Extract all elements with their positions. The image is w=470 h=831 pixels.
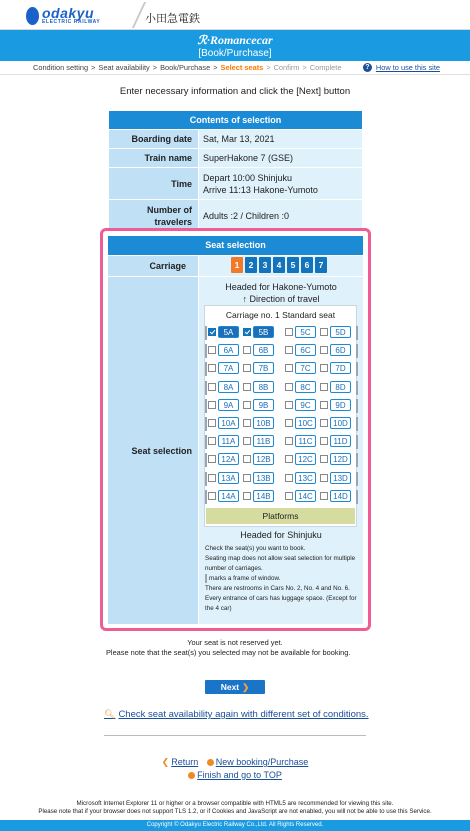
seat-label[interactable]: 6A — [218, 344, 239, 356]
help-link[interactable] — [363, 63, 440, 72]
new-booking-link[interactable]: New booking/Purchase — [215, 757, 309, 767]
seat-row — [205, 472, 358, 488]
seat-row — [205, 381, 358, 397]
seat-label[interactable]: 7A — [218, 362, 239, 374]
breadcrumb-step: Book/Purchase — [160, 63, 211, 72]
seat-checkbox[interactable] — [285, 474, 293, 482]
seat-label[interactable]: 9D — [330, 399, 351, 411]
note-line: There are restrooms in Cars No. 2, No. 4 and No. 6. — [205, 585, 350, 593]
headed-for-bottom: Headed for Shinjuku — [240, 530, 322, 540]
chevron-right-icon: ❯ — [242, 682, 250, 692]
window-mark-icon — [356, 326, 358, 340]
window-mark-icon — [205, 453, 207, 467]
seat-checkbox[interactable] — [320, 364, 328, 372]
seat-label[interactable]: 10D — [330, 417, 351, 429]
seat-row — [205, 362, 358, 378]
seat-checkbox[interactable] — [243, 419, 251, 427]
seat-checkbox[interactable] — [208, 492, 216, 500]
window-mark-icon — [356, 362, 358, 376]
seat-checkbox[interactable] — [285, 455, 293, 463]
next-button[interactable] — [205, 680, 265, 694]
logo-subtext: ELECTRIC RAILWAY — [42, 19, 101, 25]
window-mark-icon — [356, 399, 358, 413]
seat-label[interactable]: 5C — [295, 326, 316, 338]
seat-label[interactable]: 14C — [295, 490, 316, 502]
seat-row — [205, 453, 358, 469]
seat-checkbox[interactable] — [243, 455, 251, 463]
direction-info — [199, 281, 363, 305]
carriage-selector — [199, 256, 363, 276]
check-availability-link[interactable] — [104, 709, 369, 720]
divider — [104, 735, 366, 736]
browser-requirements — [0, 800, 470, 816]
seat-label[interactable]: 7C — [295, 362, 316, 374]
window-mark-icon — [205, 399, 207, 413]
window-mark-icon — [205, 472, 207, 486]
seat-checkbox[interactable] — [208, 364, 216, 372]
seat-selection-panel — [199, 277, 363, 624]
seat-row — [205, 490, 358, 506]
breadcrumb-separator: > — [213, 63, 218, 72]
requirements-line-2: Please note that if your browser does not support TLS 1.2, or if Cookies and JavaScript are not enabled, you will not be able to use this Service. — [38, 808, 432, 815]
note-line: Every entrance of cars has luggage space. (Except for the 4 car) — [205, 595, 357, 613]
seat-label[interactable]: 13C — [295, 472, 316, 484]
boarding-date-label: Boarding date — [109, 130, 199, 149]
next-button-label: Next — [220, 682, 240, 692]
banner-subtitle: [Book/Purchase] — [198, 48, 272, 59]
breadcrumb-step: Condition setting — [33, 63, 89, 72]
breadcrumb-step: Confirm — [273, 63, 300, 72]
seat-checkbox[interactable] — [285, 437, 293, 445]
seat-label[interactable]: 8D — [330, 381, 351, 393]
footer-copyright: Copyright © Odakyu Electric Railway Co.,Ltd. All Rights Reserved. — [0, 820, 470, 831]
seat-row — [205, 344, 358, 360]
arrive-time: Arrive 11:13 Hakone-Yumoto — [203, 184, 318, 195]
seat-checkbox[interactable] — [243, 401, 251, 409]
carriage-button-3[interactable]: 3 — [259, 257, 271, 273]
seat-selection-label: Seat selection — [108, 277, 198, 624]
note-line: marks a frame of window. — [205, 574, 360, 584]
breadcrumb-separator: > — [302, 63, 307, 72]
time-label: Time — [109, 168, 199, 200]
seat-label[interactable]: 6C — [295, 344, 316, 356]
check-availability-label: Check seat availability again with different set of conditions. — [118, 709, 369, 720]
seat-checkbox[interactable] — [285, 383, 293, 391]
carriage-row — [108, 256, 363, 276]
search-icon: 🔍︎ — [104, 709, 116, 719]
seat-label[interactable]: 12A — [218, 453, 239, 465]
window-mark-icon — [205, 435, 207, 449]
travelers-value: Adults :2 / Children :0 — [199, 200, 363, 232]
window-mark-icon — [205, 574, 207, 583]
contents-title: Contents of selection — [109, 111, 363, 130]
carriage-label: Carriage — [108, 256, 198, 276]
seat-label[interactable]: 12C — [295, 453, 316, 465]
seat-label[interactable]: 5A — [218, 326, 239, 338]
boarding-date-value: Sat, Mar 13, 2021 — [199, 130, 363, 149]
seat-checkbox[interactable] — [285, 492, 293, 500]
window-mark-icon — [205, 417, 207, 431]
help-link-label: How to use this site — [375, 63, 440, 72]
seat-label[interactable]: 7D — [330, 362, 351, 374]
depart-time: Depart 10:00 Shinjuku — [203, 172, 293, 183]
breadcrumb-separator: > — [152, 63, 158, 72]
seat-checkbox[interactable] — [320, 328, 328, 336]
seat-row — [205, 326, 358, 342]
seat-checkbox[interactable] — [285, 419, 293, 427]
seat-label[interactable]: 10B — [253, 417, 274, 429]
circle-bullet-icon — [207, 759, 214, 766]
seat-label[interactable]: 8C — [295, 381, 316, 393]
seat-row — [205, 399, 358, 415]
reservation-warning — [0, 638, 470, 658]
seat-label[interactable]: 7B — [253, 362, 274, 374]
direction-of-travel: ↑ Direction of travel — [242, 294, 320, 304]
seat-label[interactable]: 8A — [218, 381, 239, 393]
seat-checkbox[interactable] — [320, 383, 328, 391]
travelers-label: Number of travelers — [109, 200, 199, 232]
seat-label[interactable]: 13D — [330, 472, 351, 484]
seat-checkbox[interactable] — [285, 401, 293, 409]
seat-checkbox[interactable] — [243, 383, 251, 391]
seat-label[interactable]: 11B — [253, 435, 274, 447]
seat-checkbox[interactable] — [320, 437, 328, 445]
window-mark-icon — [356, 417, 358, 431]
seat-label[interactable]: 9B — [253, 399, 274, 411]
headed-for-top: Headed for Hakone-Yumoto — [225, 282, 337, 292]
breadcrumb-separator: > — [266, 63, 271, 72]
train-name-value: SuperHakone 7 (GSE) — [199, 149, 363, 168]
carriage-button-2[interactable]: 2 — [245, 257, 257, 273]
seat-checkbox[interactable] — [208, 419, 216, 427]
warning-line-1: Your seat is not reserved yet. — [187, 638, 283, 647]
breadcrumb-separator: > — [91, 63, 96, 72]
seat-label[interactable]: 8B — [253, 381, 274, 393]
requirements-line-1: Microsoft Internet Explorer 11 or higher or a browser compatible with HTML5 are recommended for viewing this site. — [76, 800, 394, 807]
breadcrumb-current-step: Select seats — [220, 63, 264, 72]
seat-checkbox[interactable] — [243, 364, 251, 372]
seat-label[interactable]: 5B — [253, 326, 274, 338]
carriage-button-6[interactable]: 6 — [301, 257, 313, 273]
breadcrumb-step: Seat availability — [98, 63, 150, 72]
train-name-label: Train name — [109, 149, 199, 168]
question-icon: ? — [363, 63, 372, 72]
window-mark-icon — [356, 453, 358, 467]
window-mark-icon — [356, 435, 358, 449]
carriage-button-4[interactable]: 4 — [273, 257, 285, 273]
seat-checkbox[interactable] — [285, 328, 293, 336]
seat-label[interactable]: 13A — [218, 472, 239, 484]
seat-checkbox[interactable] — [320, 401, 328, 409]
seat-checkbox[interactable] — [243, 328, 251, 336]
seat-label[interactable]: 14D — [330, 490, 351, 502]
seat-checkbox[interactable] — [285, 364, 293, 372]
seat-label[interactable]: 6B — [253, 344, 274, 356]
links-row-1 — [0, 756, 470, 769]
seat-label[interactable]: 13B — [253, 472, 274, 484]
romancecar-mark-icon: ℛ· — [197, 33, 210, 47]
note-line: Check the seat(s) you want to book. — [205, 545, 306, 552]
seat-row — [205, 435, 358, 451]
seat-checkbox[interactable] — [320, 455, 328, 463]
seat-checkbox[interactable] — [320, 419, 328, 427]
carriage-button-1[interactable]: 1 — [231, 257, 243, 273]
service-banner — [0, 30, 470, 61]
seat-checkbox[interactable] — [243, 346, 251, 354]
odakyu-logo[interactable] — [26, 5, 126, 27]
window-mark-icon — [205, 362, 207, 376]
seat-label[interactable]: 12D — [330, 453, 351, 465]
window-mark-icon — [356, 344, 358, 358]
seat-checkbox[interactable] — [320, 474, 328, 482]
platforms-bar: Platforms — [206, 508, 355, 524]
seat-checkbox[interactable] — [243, 474, 251, 482]
seat-label[interactable]: 10A — [218, 417, 239, 429]
instruction-text: Enter necessary information and click the [Next] button — [119, 86, 351, 97]
seat-checkbox[interactable] — [208, 328, 216, 336]
seat-label[interactable]: 9A — [218, 399, 239, 411]
seat-selection-title: Seat selection — [108, 236, 363, 255]
seat-checkbox[interactable] — [243, 437, 251, 445]
seat-notes — [205, 544, 360, 614]
company-name: 小田急電鉄 — [145, 12, 200, 25]
breadcrumb — [0, 61, 470, 75]
contents-table — [108, 110, 363, 232]
romancecar-logo: ℛ·Romancecar — [197, 33, 273, 47]
finish-link[interactable]: Finish and go to TOP — [197, 770, 282, 780]
breadcrumb-step: Complete — [309, 63, 342, 72]
window-mark-icon — [356, 381, 358, 395]
window-mark-icon — [205, 490, 207, 504]
seat-checkbox[interactable] — [208, 437, 216, 445]
carriage-button-7[interactable]: 7 — [315, 257, 327, 273]
seat-checkbox[interactable] — [208, 401, 216, 409]
window-mark-icon — [356, 472, 358, 486]
links-row-2 — [0, 769, 470, 782]
seat-label[interactable]: 11A — [218, 435, 239, 447]
seat-label[interactable]: 11D — [330, 435, 351, 447]
seat-label[interactable]: 5D — [330, 326, 351, 338]
seat-label[interactable]: 12B — [253, 453, 274, 465]
chevron-left-icon: ❮ — [161, 757, 170, 767]
seat-label[interactable]: 14A — [218, 490, 239, 502]
logo-text: odakyu — [42, 5, 95, 21]
note-line: Seating map does not allow seat selection for multiple number of carriages. — [205, 555, 356, 572]
seat-checkbox[interactable] — [320, 346, 328, 354]
logo-mark-icon — [26, 7, 39, 25]
carriage-button-5[interactable]: 5 — [287, 257, 299, 273]
seat-label[interactable]: 6D — [330, 344, 351, 356]
navigation-links — [0, 756, 470, 782]
seat-label[interactable]: 11C — [295, 435, 316, 447]
seat-label[interactable]: 9C — [295, 399, 316, 411]
circle-bullet-icon — [188, 772, 195, 779]
seat-label[interactable]: 10C — [295, 417, 316, 429]
seat-map — [204, 305, 357, 527]
site-header — [0, 0, 470, 30]
window-mark-icon — [205, 344, 207, 358]
seat-row — [205, 417, 358, 433]
seat-checkbox[interactable] — [285, 346, 293, 354]
return-link[interactable]: Return — [171, 757, 199, 767]
seat-checkbox[interactable] — [208, 383, 216, 391]
seat-checkbox[interactable] — [208, 455, 216, 463]
seat-checkbox[interactable] — [243, 492, 251, 500]
warning-line-2: Please note that the seat(s) you selected may not be available for booking. — [106, 648, 351, 657]
time-value — [199, 168, 363, 200]
window-mark-icon — [356, 490, 358, 504]
window-mark-icon — [205, 326, 207, 340]
window-mark-icon — [205, 381, 207, 395]
seat-label[interactable]: 14B — [253, 490, 274, 502]
seat-checkbox[interactable] — [208, 474, 216, 482]
seat-checkbox[interactable] — [208, 346, 216, 354]
seat-map-title: Carriage no. 1 Standard seat — [225, 310, 336, 320]
seat-checkbox[interactable] — [320, 492, 328, 500]
